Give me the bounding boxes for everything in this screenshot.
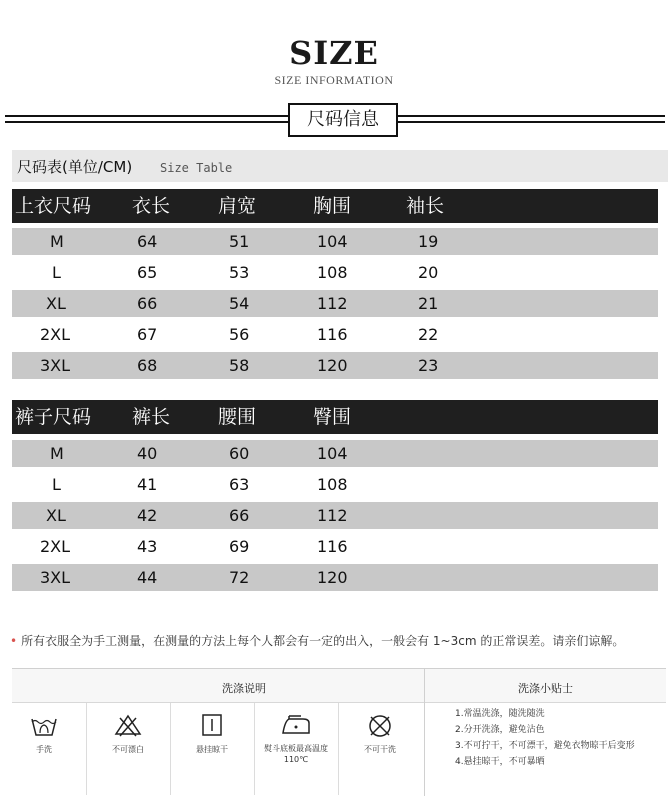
pants-table-header	[12, 400, 658, 434]
list-item: 2.分开洗涤，避免沾色	[455, 725, 545, 735]
table-cell: 112	[317, 506, 348, 525]
table-cell: 19	[418, 232, 439, 251]
wash-tips-list	[455, 706, 635, 770]
table-cell: 51	[229, 232, 250, 251]
care-item-hand-wash	[2, 703, 87, 795]
bullet-icon: •	[10, 634, 18, 648]
care-title: 洗涤说明	[222, 682, 266, 695]
care-label: 手洗	[36, 745, 52, 754]
table-cell: 108	[317, 475, 348, 494]
column-header: 腰围	[218, 406, 257, 428]
size-cell: XL	[46, 506, 66, 525]
table-row	[12, 321, 658, 348]
table-cell: 53	[229, 263, 250, 282]
table-row	[12, 228, 658, 255]
table-cell: 22	[418, 325, 439, 344]
care-divider	[424, 668, 425, 796]
size-cell: 2XL	[40, 537, 71, 556]
table-row	[12, 502, 658, 529]
no-tumble-dry-icon	[365, 713, 395, 739]
column-header: 裤长	[132, 406, 171, 428]
table-row	[12, 259, 658, 286]
table-cell: 66	[229, 506, 250, 525]
table-cell: 108	[317, 263, 348, 282]
table-cell: 63	[229, 475, 250, 494]
size-info-heading: 尺码信息	[288, 103, 398, 137]
list-item: 1.常温洗涤，随洗随洗	[455, 709, 545, 719]
list-item: 4.悬挂晾干，不可暴晒	[455, 757, 545, 767]
table-cell: 40	[137, 444, 158, 463]
table-cell: 120	[317, 356, 348, 375]
table-cell: 65	[137, 263, 158, 282]
table-cell: 66	[137, 294, 158, 313]
table-cell: 44	[137, 568, 158, 587]
table-cell: 56	[229, 325, 250, 344]
column-header: 袖长	[406, 195, 445, 217]
table-cell: 69	[229, 537, 250, 556]
column-header: 衣长	[132, 195, 171, 217]
column-header: 上衣尺码	[15, 195, 92, 217]
size-cell: L	[52, 475, 61, 494]
size-cell: 3XL	[40, 568, 71, 587]
table-row	[12, 440, 658, 467]
list-item: 3.不可拧干，不可漂干，避免衣物晾干后变形	[455, 741, 635, 751]
no-bleach-icon	[113, 713, 143, 737]
table-cell: 60	[229, 444, 250, 463]
care-label: 悬挂晾干	[196, 745, 228, 754]
table-cell: 58	[229, 356, 250, 375]
table-cell: 112	[317, 294, 348, 313]
column-header: 臀围	[313, 406, 352, 428]
table-cell: 116	[317, 325, 348, 344]
table-row	[12, 290, 658, 317]
table-cell: 72	[229, 568, 250, 587]
page-title: SIZE	[289, 34, 379, 72]
table-cell: 54	[229, 294, 250, 313]
table-cell: 43	[137, 537, 158, 556]
table-cell: 64	[137, 232, 158, 251]
tips-title: 洗涤小贴士	[518, 682, 573, 695]
care-label: 不可漂白	[112, 745, 144, 754]
size-cell: L	[52, 263, 61, 282]
note-text: 所有衣服全为手工测量，在测量的方法上每个人都会有一定的出入，一般会有 1~3cm 的正常误差。请亲们谅解。	[21, 634, 625, 648]
table-cell: 41	[137, 475, 158, 494]
table-cell: 23	[418, 356, 439, 375]
care-label: 熨斗底板最高温度110℃	[264, 744, 328, 764]
table-row	[12, 533, 658, 560]
column-header: 肩宽	[218, 195, 257, 217]
section-label-cn: 尺码表(单位/CM)	[17, 158, 133, 176]
hang-dry-icon	[197, 713, 227, 737]
iron-icon	[279, 713, 313, 737]
care-label: 不可干洗	[364, 745, 396, 754]
table-cell: 42	[137, 506, 158, 525]
table-cell: 68	[137, 356, 158, 375]
table-cell: 21	[418, 294, 439, 313]
table-cell: 116	[317, 537, 348, 556]
top-table-header	[12, 189, 658, 223]
size-cell: M	[50, 232, 64, 251]
size-cell: 3XL	[40, 356, 71, 375]
size-cell: 2XL	[40, 325, 71, 344]
table-row	[12, 352, 658, 379]
care-item-iron	[254, 703, 339, 795]
table-cell: 104	[317, 444, 348, 463]
table-row	[12, 471, 658, 498]
table-cell: 104	[317, 232, 348, 251]
column-header: 裤子尺码	[15, 406, 92, 428]
size-cell: M	[50, 444, 64, 463]
care-item-hang-dry	[170, 703, 255, 795]
care-item-no-bleach	[86, 703, 171, 795]
column-header: 胸围	[313, 195, 352, 217]
section-label-en: Size Table	[160, 161, 233, 175]
size-cell: XL	[46, 294, 66, 313]
care-item-no-dry-clean	[338, 703, 422, 795]
table-cell: 120	[317, 568, 348, 587]
measurement-note	[10, 632, 624, 649]
table-cell: 20	[418, 263, 439, 282]
page-subtitle: SIZE INFORMATION	[274, 73, 394, 87]
hand-wash-icon	[29, 713, 59, 737]
table-cell: 67	[137, 325, 158, 344]
table-row	[12, 564, 658, 591]
